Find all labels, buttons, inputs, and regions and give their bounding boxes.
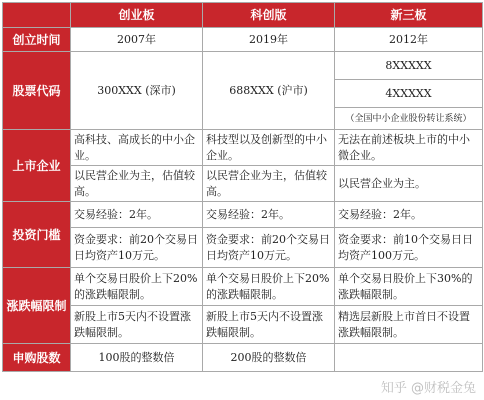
cell-code-neeq-2: 4XXXXX [335,80,483,108]
header-star-market: 科创版 [203,3,335,28]
row-label-code: 股票代码 [3,52,71,130]
row-label-lots: 申购股数 [3,344,71,372]
cell-code-neeq-3: （全国中小企业股份转让系统） [335,108,483,130]
row-listed-2 [3,166,483,202]
cell-limit-neeq-2: 精选层新股上市首日不设置涨跌幅限制。 [335,306,483,344]
header-neeq: 新三板 [335,3,483,28]
header-row [3,3,483,28]
row-label-limit: 涨跌幅限制 [3,268,71,344]
cell-threshold-star-1: 交易经验：2年。 [203,202,335,228]
watermark: 知乎 @财税金兔 [380,381,476,396]
cell-code-chinext: 300XXX (深市) [71,52,203,130]
cell-code-neeq-1: 8XXXXX [335,52,483,80]
cell-founded-chinext: 2007年 [71,28,203,52]
cell-listed-neeq-2: 以民营企业为主。 [335,166,483,202]
header-chinext: 创业板 [71,3,203,28]
row-limit-1 [3,268,483,306]
row-code-1 [3,52,483,80]
cell-limit-chinext-2: 新股上市5天内不设置涨跌幅限制。 [71,306,203,344]
cell-founded-neeq: 2012年 [335,28,483,52]
cell-listed-star-2: 以民营企业为主，估值较高。 [203,166,335,202]
row-threshold-2 [3,228,483,268]
cell-listed-neeq-1: 无法在前述板块上市的中小微企业。 [335,130,483,166]
cell-code-star: 688XXX (沪市) [203,52,335,130]
row-listed-1 [3,130,483,166]
cell-lots-star: 200股的整数倍 [203,344,335,372]
row-label-threshold: 投资门槛 [3,202,71,268]
comparison-table [2,2,483,372]
cell-listed-chinext-2: 以民营企业为主，估值较高。 [71,166,203,202]
cell-lots-chinext: 100股的整数倍 [71,344,203,372]
cell-threshold-neeq-1: 交易经验：2年。 [335,202,483,228]
cell-lots-neeq [335,344,483,372]
row-label-founded: 创立时间 [3,28,71,52]
row-lots [3,344,483,372]
cell-founded-star: 2019年 [203,28,335,52]
row-founded [3,28,483,52]
cell-listed-star-1: 科技型以及创新型的中小企业。 [203,130,335,166]
cell-limit-star-1: 单个交易日股价上下20%的涨跌幅限制。 [203,268,335,306]
cell-limit-star-2: 新股上市5天内不设置涨跌幅限制。 [203,306,335,344]
cell-listed-chinext-1: 高科技、高成长的中小企业。 [71,130,203,166]
row-label-listed: 上市企业 [3,130,71,202]
row-limit-2 [3,306,483,344]
cell-threshold-neeq-2: 资金要求：前10个交易日日均资产100万元。 [335,228,483,268]
cell-limit-neeq-1: 单个交易日股价上下30%的涨跌幅限制。 [335,268,483,306]
row-threshold-1 [3,202,483,228]
cell-threshold-chinext-1: 交易经验：2年。 [71,202,203,228]
cell-threshold-chinext-2: 资金要求：前20个交易日日均资产10万元。 [71,228,203,268]
cell-threshold-star-2: 资金要求：前20个交易日日均资产10万元。 [203,228,335,268]
header-corner [3,3,71,28]
cell-limit-chinext-1: 单个交易日股价上下20%的涨跌幅限制。 [71,268,203,306]
